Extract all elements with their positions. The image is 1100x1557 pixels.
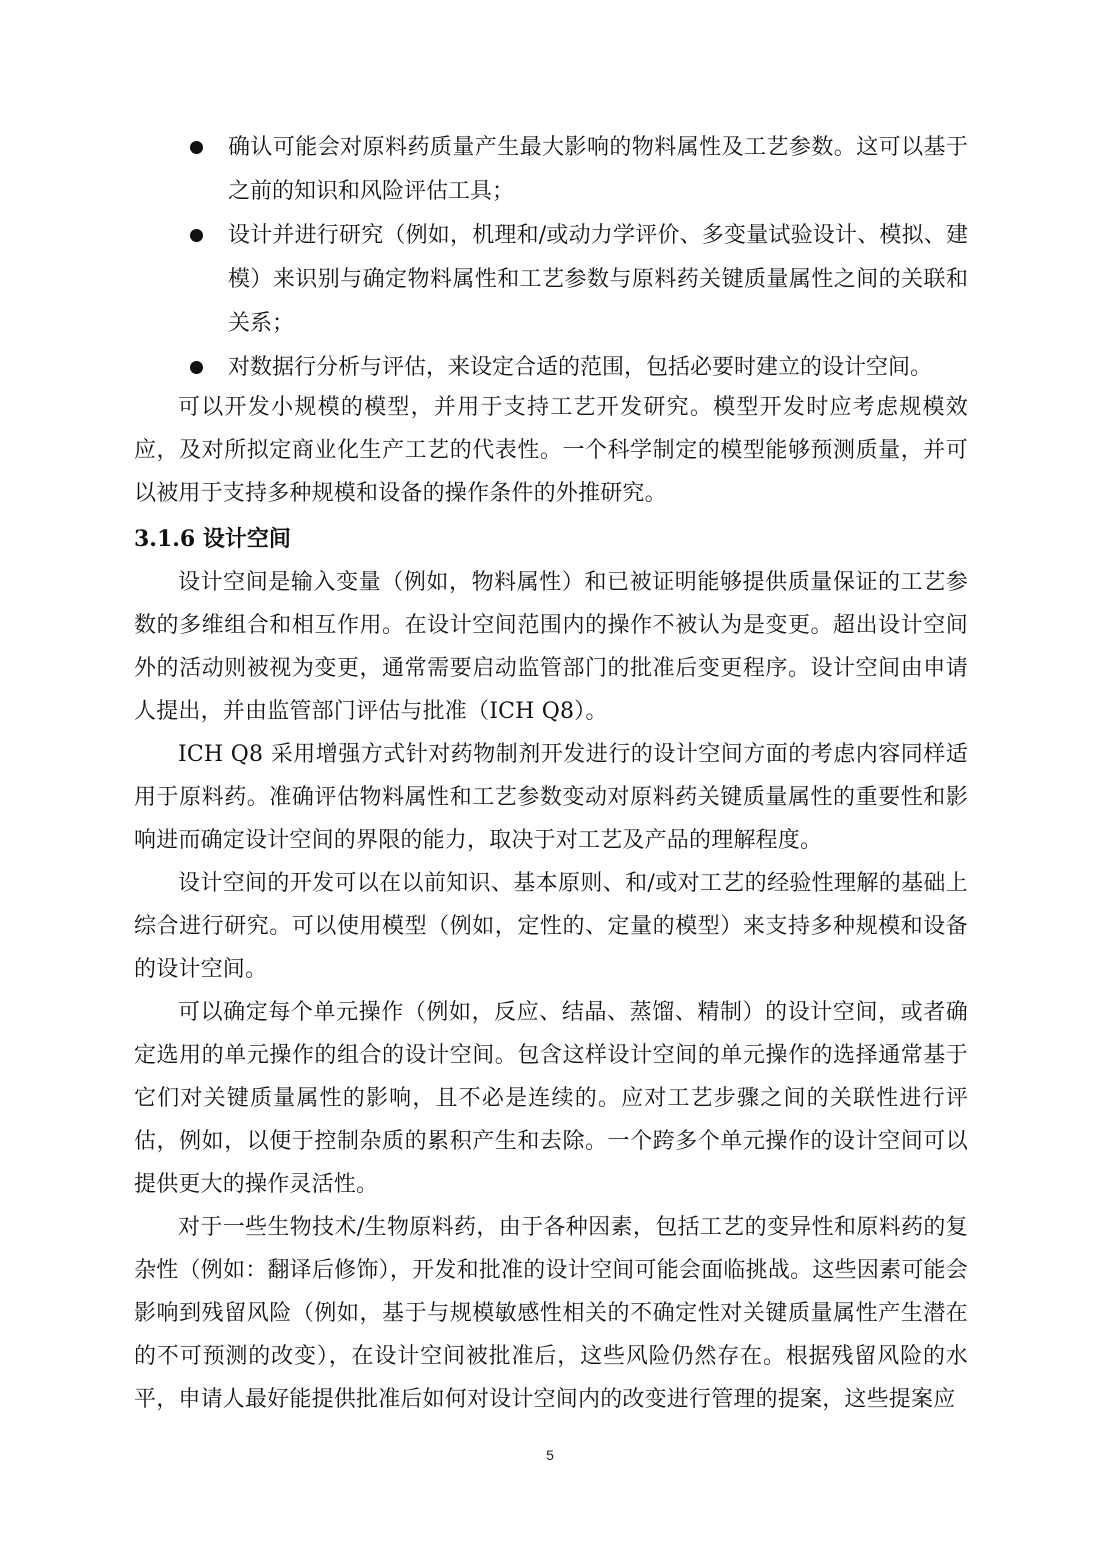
body-content	[134, 386, 968, 1421]
paragraph-design-space-development: 设计空间的开发可以在以前知识、基本原则、和/或对工艺的经验性理解的基础上综合进行研究。可以使用模型（例如，定性的、定量的模型）来支持多种规模和设备的设计空间。	[134, 871, 968, 982]
bullet-item	[188, 126, 968, 214]
bullet-item	[188, 214, 968, 346]
bullet-item	[188, 346, 968, 390]
paragraph-model-development: 可以开发小规模的模型，并用于支持工艺开发研究。模型开发时应考虑规模效应，及对所拟定商业化生产工艺的代表性。一个科学制定的模型能够预测质量，并可以被用于支持多种规模和设备的操作条件的外推研究。	[134, 395, 968, 506]
section-heading: 3.1.6 设计空间	[134, 526, 291, 552]
bullet-dot-icon	[190, 229, 203, 242]
bullet-dot-icon	[190, 361, 203, 374]
bullet-text: 对数据行分析与评估，来设定合适的范围，包括必要时建立的设计空间。	[228, 355, 933, 380]
paragraph-unit-operations: 可以确定每个单元操作（例如，反应、结晶、蒸馏、精制）的设计空间，或者确定选用的单元操作的组合的设计空间。包含这样设计空间的单元操作的选择通常基于它们对关键质量属性的影响，且不必是连续的。应对工艺步骤之间的关联性进行评估，例如，以便于控制杂质的累积产生和去除。一个跨多个单元操作的设计空间可以提供更大的操作灵活性。	[134, 1000, 968, 1197]
bullet-text: 设计并进行研究（例如，机理和/或动力学评价、多变量试验设计、模拟、建模）来识别与确定物料属性和工艺参数与原料药关键质量属性之间的关联和关系；	[228, 223, 968, 336]
page-number: 5	[546, 1447, 554, 1463]
bullet-dot-icon	[190, 141, 203, 154]
paragraph-biotech: 对于一些生物技术/生物原料药，由于各种因素，包括工艺的变异性和原料药的复杂性（例如：翻译后修饰），开发和批准的设计空间可能会面临挑战。这些因素可能会影响到残留风险（例如，基于与规模敏感性相关的不确定性对关键质量属性产生潜在的不可预测的改变），在设计空间被批准后，这些风险仍然存在。根据残留风险的水平，申请人最好能提供批准后如何对设计空间内的改变进行管理的提案，这些提案应	[134, 1215, 968, 1412]
paragraph-ich-q8: ICH Q8 采用增强方式针对药物制剂开发进行的设计空间方面的考虑内容同样适用于原料药。准确评估物料属性和工艺参数变动对原料药关键质量属性的重要性和影响进而确定设计空间的界限的能力，取决于对工艺及产品的理解程度。	[134, 742, 968, 853]
bullet-text: 确认可能会对原料药质量产生最大影响的物料属性及工艺参数。这可以基于之前的知识和风险评估工具；	[228, 135, 968, 204]
paragraph-design-space-definition: 设计空间是输入变量（例如，物料属性）和已被证明能够提供质量保证的工艺参数的多维组合和相互作用。在设计空间范围内的操作不被认为是变更。超出设计空间外的活动则被视为变更，通常需要启动监管部门的批准后变更程序。设计空间由申请人提出，并由监管部门评估与批准（ICH Q8）。	[134, 570, 968, 724]
bullet-list	[188, 126, 968, 390]
